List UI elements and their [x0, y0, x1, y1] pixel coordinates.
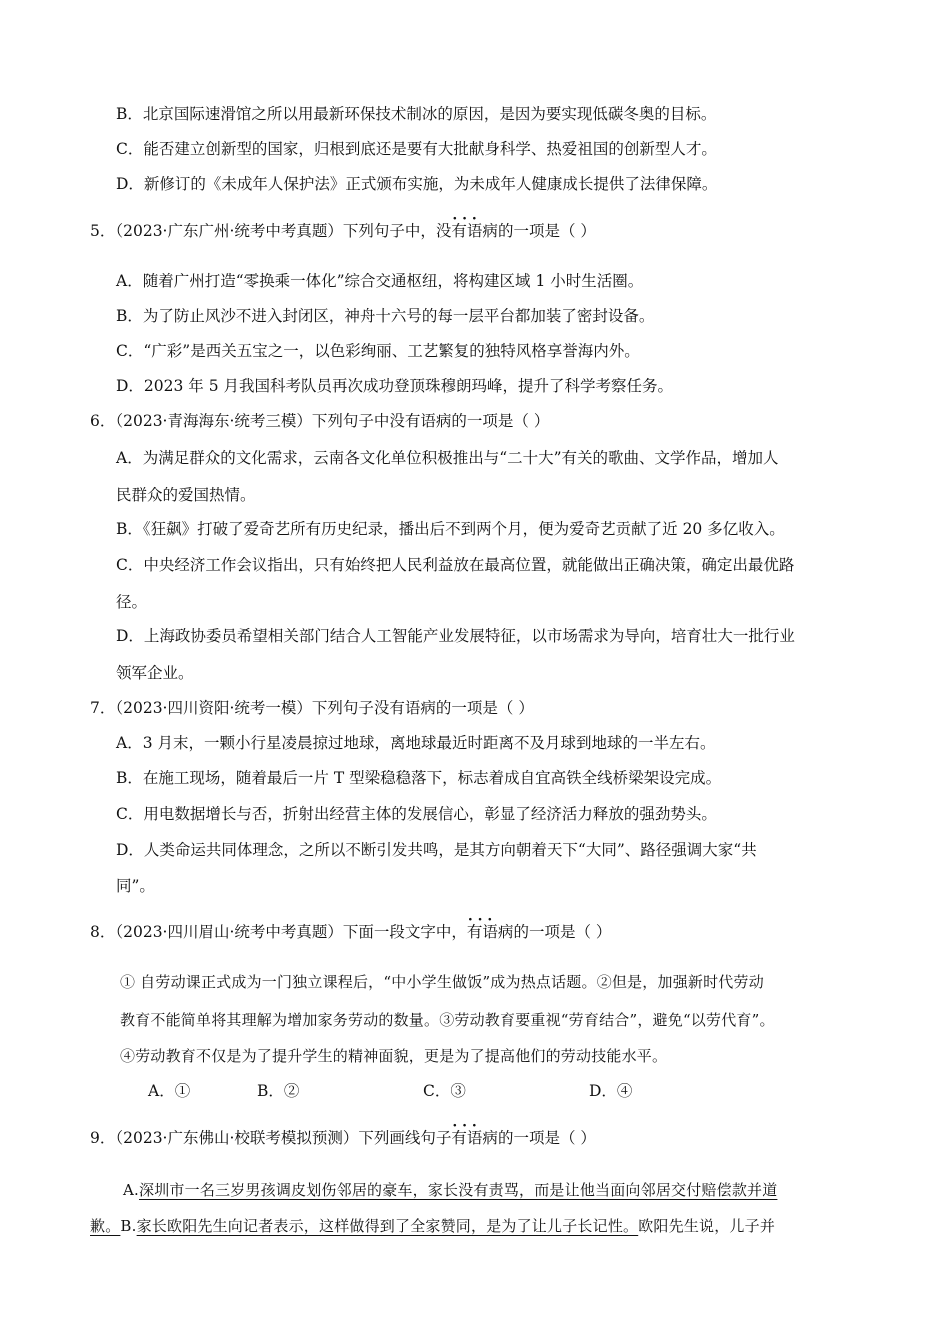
q7-stem: 7．（2023·四川资阳·统考一模）下列句子没有语病的一项是（ ） — [90, 699, 534, 717]
q9-underlined-sentence-a: 深圳市一名三岁男孩调皮划伤邻居的豪车，家长没有责骂，而是让他当面向邻居交付赔偿款并道 — [139, 1181, 778, 1199]
q5-option-b: B．为了防止风沙不进入封闭区，神舟十六号的每一层平台都加装了密封设备。 — [116, 307, 655, 325]
q7-option-d: D．人类命运共同体理念，之所以不断引发共鸣，是其方向朝着天下“大同”、路径强调大家“共 — [116, 841, 757, 859]
q9-stem: 9．（2023·广东佛山·校联考模拟预测）下列画线句子· · · 有语病的一项是（ ） — [90, 1128, 596, 1148]
q8-emphasis: · · · 有语病 — [467, 922, 514, 942]
q7-option-d-cont: 同”。 — [116, 877, 155, 895]
q6-stem: 6．（2023·青海海东·统考三模）下列句子中没有语病的一项是（ ） — [90, 412, 550, 430]
q9-passage-line-1: A.深圳市一名三岁男孩调皮划伤邻居的豪车，家长没有责骂，而是让他当面向邻居交付赔偿款并道 — [123, 1181, 778, 1199]
q6-option-c-cont: 径。 — [116, 593, 148, 611]
q8-stem: 8．（2023·四川眉山·统考中考真题）下面一段文字中，· · · 有语病的一项是（ ） — [90, 922, 611, 942]
q9-passage-line-2: 歉。B.家长欧阳先生向记者表示，这样做得到了全家赞同，是为了让儿子长记性。欧阳先生说，儿子并 — [90, 1217, 776, 1235]
q8-choice-c: C．③ — [423, 1082, 466, 1100]
q8-passage-line-2: 教育不能简单将其理解为增加家务劳动的数量。③劳动教育要重视“劳育结合”，避免“以劳代育”。 — [120, 1011, 775, 1029]
q7-option-b: B．在施工现场，随着最后一片 T 型梁稳稳落下，标志着成自宜高铁全线桥梁架设完成。 — [116, 769, 722, 787]
q6-option-b: B．《狂飙》打破了爱奇艺所有历史纪录，播出后不到两个月，便为爱奇艺贡献了近 20 多亿收入。 — [116, 520, 785, 538]
q8-choice-a: A．① — [148, 1082, 191, 1100]
q6-option-a-cont: 民群众的爱国热情。 — [116, 486, 256, 504]
q5-option-c: C．“广彩”是西关五宝之一，以色彩绚丽、工艺繁复的独特风格享誉海内外。 — [116, 342, 640, 360]
q9-underlined-sentence-b: 家长欧阳先生向记者表示，这样做得到了全家赞同，是为了让儿子长记性。 — [136, 1217, 639, 1235]
q4-option-b: B．北京国际速滑馆之所以用最新环保技术制冰的原因，是因为要实现低碳冬奥的目标。 — [116, 105, 717, 123]
q8-choice-d: D．④ — [589, 1082, 633, 1100]
q7-option-a: A．3 月末，一颗小行星凌晨掠过地球，离地球最近时距离不及月球到地球的一半左右。 — [116, 734, 716, 752]
q8-choice-b: B．② — [257, 1082, 300, 1100]
q7-option-c: C．用电数据增长与否，折射出经营主体的发展信心，彰显了经济活力释放的强劲势头。 — [116, 805, 717, 823]
q5-emphasis: · · · 有语病 — [451, 221, 498, 241]
q5-option-d: D．2023 年 5 月我国科考队员再次成功登顶珠穆朗玛峰，提升了科学考察任务。 — [116, 377, 674, 395]
q6-option-c: C．中央经济工作会议指出，只有始终把人民利益放在最高位置，就能做出正确决策，确定出最优路 — [116, 556, 795, 574]
q8-passage-line-1: ① 自劳动课正式成为一门独立课程后，“中小学生做饭”成为热点话题。②但是，加强新时代劳动 — [120, 973, 764, 991]
q8-passage-line-3: ④劳动教育不仅是为了提升学生的精神面貌，更是为了提高他们的劳动技能水平。 — [120, 1047, 668, 1065]
q5-stem: 5．（2023·广东广州·统考中考真题）下列句子中，没· · · 有语病的一项是（ ） — [90, 221, 596, 241]
q6-option-a: A．为满足群众的文化需求，云南各文化单位积极推出与“二十大”有关的歌曲、文学作品，增加人 — [116, 449, 779, 467]
q9-underlined-sentence-a-end: 歉。 — [90, 1217, 121, 1235]
q4-option-c: C．能否建立创新型的国家，归根到底还是要有大批献身科学、热爱祖国的创新型人才。 — [116, 140, 717, 158]
q6-option-d-cont: 领军企业。 — [116, 664, 194, 682]
q6-option-d: D．上海政协委员希望相关部门结合人工智能产业发展特征，以市场需求为导向，培育壮大一批行业 — [116, 627, 795, 645]
q5-option-a: A．随着广州打造“零换乘一体化”综合交通枢纽，将构建区域 1 小时生活圈。 — [116, 272, 644, 290]
q9-emphasis: · · · 有语病 — [451, 1128, 498, 1148]
q4-option-d: D．新修订的《未成年人保护法》正式颁布实施，为未成年人健康成长提供了法律保障。 — [116, 175, 718, 193]
